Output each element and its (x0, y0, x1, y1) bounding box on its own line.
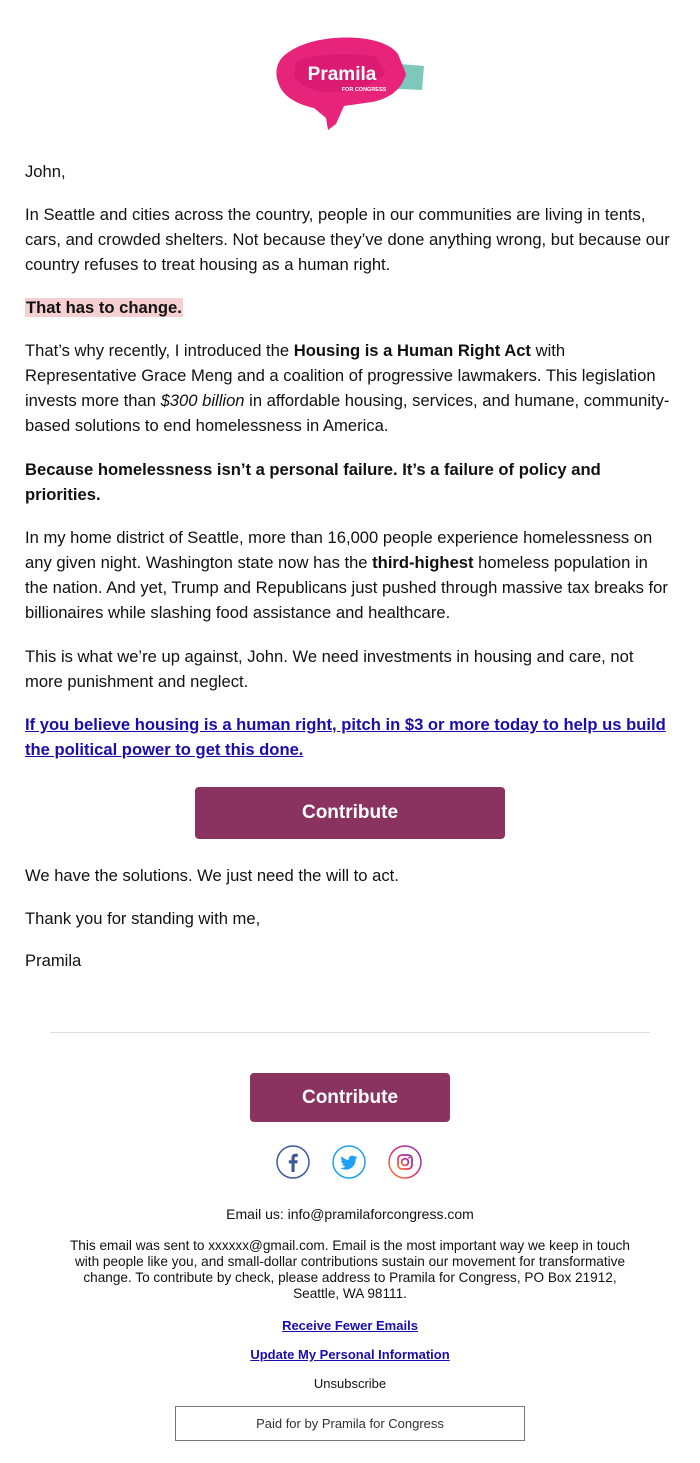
footer-receive-fewer (50, 1317, 650, 1334)
paragraph-intro: In Seattle and cities across the country, people in our communities are living in tents, cars, and crowded shelters. Not because they’ve done anything wrong, but because our country refuses to treat housing as a human right. (25, 205, 670, 274)
donate-link[interactable]: If you believe housing is a human right, pitch in $3 or more today to help us build the political power to get this done. (25, 715, 666, 759)
footer-email: Email us: info@pramilaforcongress.com (226, 1206, 474, 1222)
paid-for-disclaimer: Paid for by Pramila for Congress (175, 1406, 525, 1441)
instagram-link[interactable] (388, 1145, 422, 1179)
twitter-link[interactable] (332, 1145, 366, 1179)
greeting: John, (25, 162, 66, 181)
facebook-link[interactable] (276, 1145, 310, 1179)
pramila-logo[interactable] (274, 32, 426, 132)
svg-text:FOR CONGRESS: FOR CONGRESS (341, 87, 387, 93)
act-name: Housing is a Human Right Act (293, 341, 531, 360)
contribute-button[interactable]: Contribute (195, 787, 505, 839)
paragraph-policy: Because homelessness isn’t a personal failure. It’s a failure of policy and priorities. (25, 460, 601, 504)
facebook-icon (276, 1145, 310, 1179)
footer-update-info (50, 1346, 650, 1363)
paragraph-act: That’s why recently, I introduced the Housing is a Human Right Act with Representative Grace Meng and a coalition of progressive lawmakers. This legislation invests more than $300 billion in affordable housing, services, and humane, community-based solutions to end homelessness in America. (25, 341, 670, 435)
footer-notice: This email was sent to xxxxxx@gmail.com. Email is the most important way we keep in touch with people like you, and small-dollar contributions sustain our movement for transformative change. To contribute by check, please address to Pramila for Congress, PO Box 21912, Seattle, WA 98111. (69, 1238, 630, 1301)
instagram-icon (388, 1145, 422, 1179)
investment-amount: $300 billion (160, 391, 245, 410)
signature: Pramila (25, 951, 82, 970)
twitter-icon (332, 1145, 366, 1179)
footer-contribute-button[interactable]: Contribute (250, 1073, 450, 1122)
paragraph-donate-link (25, 712, 675, 762)
unsubscribe-link[interactable]: Unsubscribe (313, 1376, 387, 1391)
logo-brushstroke-icon (274, 32, 426, 132)
paragraph-solutions: We have the solutions. We just need the will to act. (25, 866, 399, 885)
footer-divider (50, 1032, 650, 1033)
paragraph-change (25, 295, 675, 320)
receive-fewer-emails-link[interactable]: Receive Fewer Emails (282, 1318, 418, 1333)
highlighted-statement: That has to change. (26, 298, 182, 317)
svg-text:Pramila: Pramila (307, 64, 377, 85)
paragraph-thanks: Thank you for standing with me, (25, 909, 261, 928)
update-personal-info-link[interactable]: Update My Personal Information (250, 1347, 450, 1362)
paragraph-up-against: This is what we’re up against, John. We need investments in housing and care, not more punishment and neglect. (25, 647, 634, 691)
paragraph-seattle: In my home district of Seattle, more than 16,000 people experience homelessness on any given night. Washington state now has the third-highest homeless population in the nation. And yet, Trump and Republicans just pushed through massive tax breaks for billionaires while slashing food assistance and healthcare. (25, 528, 668, 622)
third-highest-text: third-highest (372, 553, 474, 572)
